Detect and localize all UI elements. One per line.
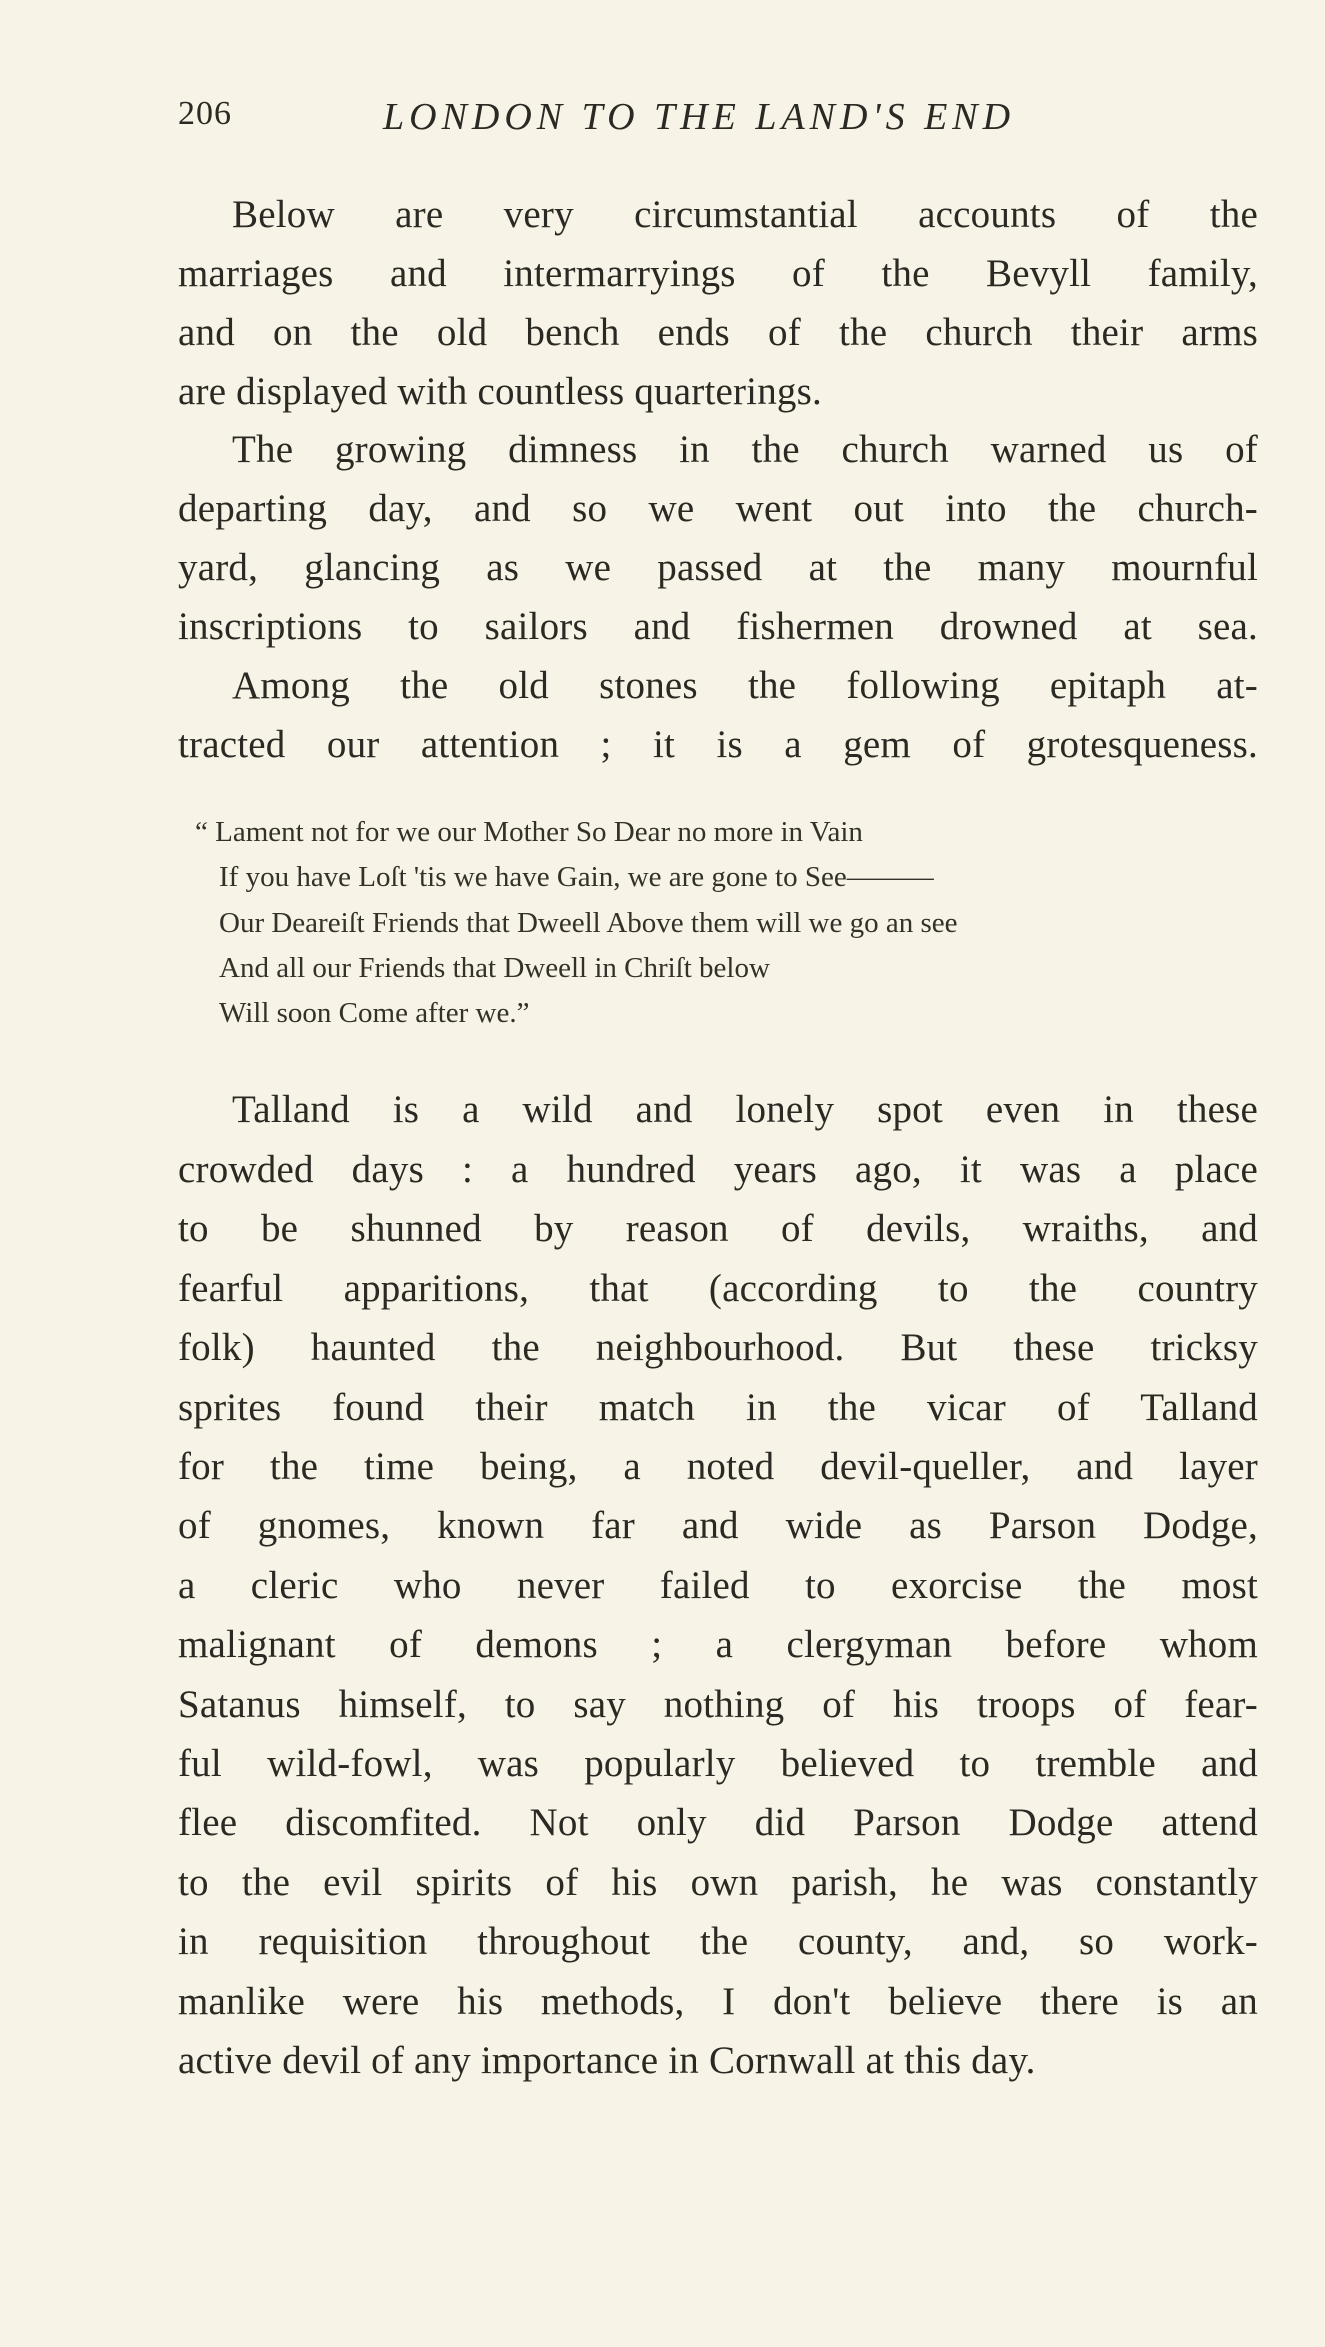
epitaph-line: “ Lament not for we our Mother So Dear no more in Vain	[195, 816, 863, 848]
text-line: for the time being, a noted devil-queller, and layer	[178, 1445, 1258, 1488]
text-line: active devil of any importance in Cornwall at this day.	[178, 2039, 1036, 2082]
text-line: departing day, and so we went out into the church-	[178, 487, 1258, 530]
text-line: yard, glancing as we passed at the many mournful	[178, 546, 1258, 589]
text-line: marriages and intermarryings of the Bevyll family,	[178, 252, 1258, 295]
text-line: folk) haunted the neighbourhood. But these tricksy	[178, 1326, 1258, 1369]
text-line: Among the old stones the following epitaph at-	[232, 664, 1258, 707]
text-line: are displayed with countless quarterings.	[178, 370, 822, 413]
text-line: The growing dimness in the church warned us of	[232, 428, 1258, 471]
text-line: to be shunned by reason of devils, wraiths, and	[178, 1207, 1258, 1250]
text-line: Below are very circumstantial accounts of the	[232, 193, 1258, 236]
text-line: and on the old bench ends of the church their arms	[178, 311, 1258, 354]
page-header	[178, 95, 1258, 155]
epitaph-line: Our Deareiſt Friends that Dweell Above them will we go an see	[219, 907, 958, 939]
text-line: of gnomes, known far and wide as Parson Dodge,	[178, 1504, 1258, 1547]
text-line: sprites found their match in the vicar of Talland	[178, 1386, 1258, 1429]
text-line: flee discomfited. Not only did Parson Dodge attend	[178, 1801, 1258, 1844]
text-line: Satanus himself, to say nothing of his troops of fear-	[178, 1683, 1258, 1726]
text-line: tracted our attention ; it is a gem of grotesqueness.	[178, 723, 1258, 766]
text-line: crowded days : a hundred years ago, it was a place	[178, 1148, 1258, 1191]
epitaph-line: If you have Loſt 'tis we have Gain, we are gone to See———	[219, 861, 934, 893]
text-line: ful wild-fowl, was popularly believed to tremble and	[178, 1742, 1258, 1785]
text-line: Talland is a wild and lonely spot even in these	[232, 1088, 1258, 1131]
epitaph-line: And all our Friends that Dweell in Chriſt below	[219, 952, 770, 984]
text-line: malignant of demons ; a clergyman before whom	[178, 1623, 1258, 1666]
text-line: a cleric who never failed to exorcise the most	[178, 1564, 1258, 1607]
epitaph-line: Will soon Come after we.”	[219, 997, 530, 1029]
text-line: to the evil spirits of his own parish, he was constantly	[178, 1861, 1258, 1904]
running-title: LONDON TO THE LAND'S END	[383, 96, 1016, 138]
text-line: manlike were his methods, I don't believe there is an	[178, 1980, 1258, 2023]
page-number: 206	[178, 95, 232, 132]
text-line: fearful apparitions, that (according to the country	[178, 1267, 1258, 1310]
text-line: inscriptions to sailors and fishermen drowned at sea.	[178, 605, 1258, 648]
text-line: in requisition throughout the county, and, so work-	[178, 1920, 1258, 1963]
